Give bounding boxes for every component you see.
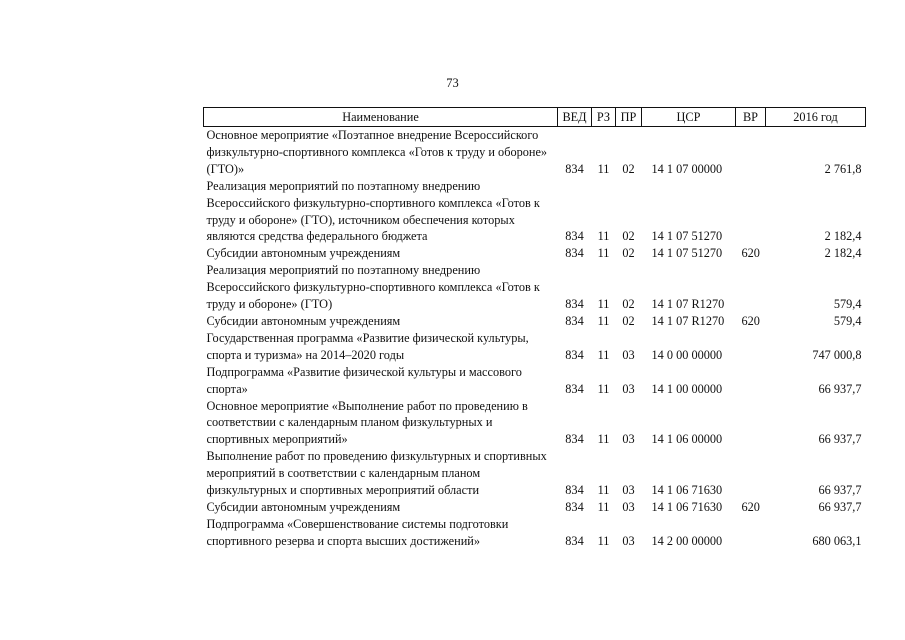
row-amount: 680 063,1 [812, 533, 862, 548]
row-csr: 14 1 06 00000 [651, 432, 723, 447]
row-rz: 11 [597, 381, 610, 396]
row-pr: 02 [622, 246, 635, 261]
row-pr: 03 [622, 533, 635, 548]
row-pr: 03 [622, 483, 635, 498]
row-ved: 834 [565, 297, 584, 312]
row-csr: 14 1 07 R1270 [651, 297, 725, 312]
row-name: Субсидии автономным учреждениям [206, 246, 401, 261]
table-row [204, 127, 866, 178]
header-rz: РЗ [592, 108, 616, 127]
row-ved: 834 [565, 246, 584, 261]
row-vr: 620 [741, 313, 760, 328]
row-rz: 11 [597, 432, 610, 447]
row-vr [736, 127, 766, 178]
row-vr [736, 178, 766, 246]
table-row [204, 262, 866, 313]
table-row [204, 178, 866, 246]
row-csr: 14 1 06 71630 [651, 499, 723, 514]
row-pr: 03 [622, 432, 635, 447]
table-row [204, 364, 866, 398]
header-year: 2016 год [766, 108, 866, 127]
row-csr: 14 1 07 51270 [651, 229, 723, 244]
row-vr: 620 [741, 499, 760, 514]
row-vr [736, 398, 766, 449]
row-name: Подпрограмма «Совершенствование системы подготовки спортивного резерва и спорта высших достижений» [206, 516, 509, 548]
table-row [204, 245, 866, 262]
row-rz: 11 [597, 483, 610, 498]
row-pr: 03 [622, 499, 635, 514]
row-vr [736, 330, 766, 364]
row-amount: 66 937,7 [818, 483, 862, 498]
row-ved: 834 [565, 483, 584, 498]
row-amount: 2 182,4 [824, 246, 862, 261]
row-rz: 11 [597, 499, 610, 514]
table-row [204, 499, 866, 516]
header-pr: ПР [616, 108, 642, 127]
row-rz: 11 [597, 533, 610, 548]
row-rz: 11 [597, 313, 610, 328]
row-ved: 834 [565, 161, 584, 176]
row-name: Субсидии автономным учреждениям [206, 499, 401, 514]
row-pr: 02 [622, 313, 635, 328]
row-amount: 579,4 [833, 313, 862, 328]
row-ved: 834 [565, 313, 584, 328]
row-rz: 11 [597, 161, 610, 176]
row-csr: 14 1 07 R1270 [651, 313, 725, 328]
row-name: Выполнение работ по проведению физкультурных и спортивных мероприятий в соответствии с календарным планом физкультурных и спортивных мероприятий области [206, 449, 547, 498]
row-name: Субсидии автономным учреждениям [206, 313, 401, 328]
row-vr [736, 364, 766, 398]
row-ved: 834 [565, 533, 584, 548]
budget-table [203, 107, 866, 550]
row-pr: 03 [622, 347, 635, 362]
table-row [204, 330, 866, 364]
header-name: Наименование [204, 108, 558, 127]
row-vr [736, 448, 766, 499]
row-amount: 66 937,7 [818, 432, 862, 447]
page-number: 73 [446, 76, 459, 90]
row-csr: 14 1 06 71630 [651, 483, 723, 498]
row-ved: 834 [565, 229, 584, 244]
table-row [204, 313, 866, 330]
row-csr: 14 1 07 51270 [651, 246, 723, 261]
row-pr: 02 [622, 229, 635, 244]
table-row [204, 448, 866, 499]
row-pr: 03 [622, 381, 635, 396]
row-name: Подпрограмма «Развитие физической культуры и массового спорта» [206, 364, 522, 396]
row-vr: 620 [741, 246, 760, 261]
row-vr [736, 262, 766, 313]
row-ved: 834 [565, 499, 584, 514]
row-csr: 14 2 00 00000 [651, 533, 723, 548]
table-row [204, 516, 866, 550]
row-rz: 11 [597, 246, 610, 261]
row-amount: 2 182,4 [824, 229, 862, 244]
table-row [204, 398, 866, 449]
row-pr: 02 [622, 161, 635, 176]
row-name: Реализация мероприятий по поэтапному внедрению Всероссийского физкультурно-спортивного комплекса «Готов к труду и обороне» (ГТО), источником обеспечения которых являются средства федерального бюджета [206, 178, 540, 244]
table-header-row [204, 108, 866, 127]
row-name: Реализация мероприятий по поэтапному внедрению Всероссийского физкультурно-спортивного комплекса «Готов к труду и обороне» (ГТО) [206, 263, 540, 312]
row-ved: 834 [565, 432, 584, 447]
row-rz: 11 [597, 347, 610, 362]
row-name: Основное мероприятие «Выполнение работ по проведению в соответствии с календарным планом физкультурных и спортивных мероприятий» [206, 398, 528, 447]
row-amount: 579,4 [833, 297, 862, 312]
row-amount: 747 000,8 [812, 347, 862, 362]
row-csr: 14 1 07 00000 [651, 161, 723, 176]
row-ved: 834 [565, 381, 584, 396]
row-vr [736, 516, 766, 550]
row-pr: 02 [622, 297, 635, 312]
row-amount: 2 761,8 [824, 161, 862, 176]
header-ved: ВЕД [558, 108, 592, 127]
header-vr: ВР [736, 108, 766, 127]
row-name: Государственная программа «Развитие физической культуры, спорта и туризма» на 2014–2020 годы [206, 330, 529, 362]
row-amount: 66 937,7 [818, 381, 862, 396]
row-csr: 14 0 00 00000 [651, 347, 723, 362]
row-amount: 66 937,7 [818, 499, 862, 514]
header-csr: ЦСР [642, 108, 736, 127]
row-rz: 11 [597, 297, 610, 312]
row-csr: 14 1 00 00000 [651, 381, 723, 396]
row-ved: 834 [565, 347, 584, 362]
row-rz: 11 [597, 229, 610, 244]
row-name: Основное мероприятие «Поэтапное внедрение Всероссийского физкультурно-спортивного комплекса «Готов к труду и обороне» (ГТО)» [206, 128, 548, 176]
